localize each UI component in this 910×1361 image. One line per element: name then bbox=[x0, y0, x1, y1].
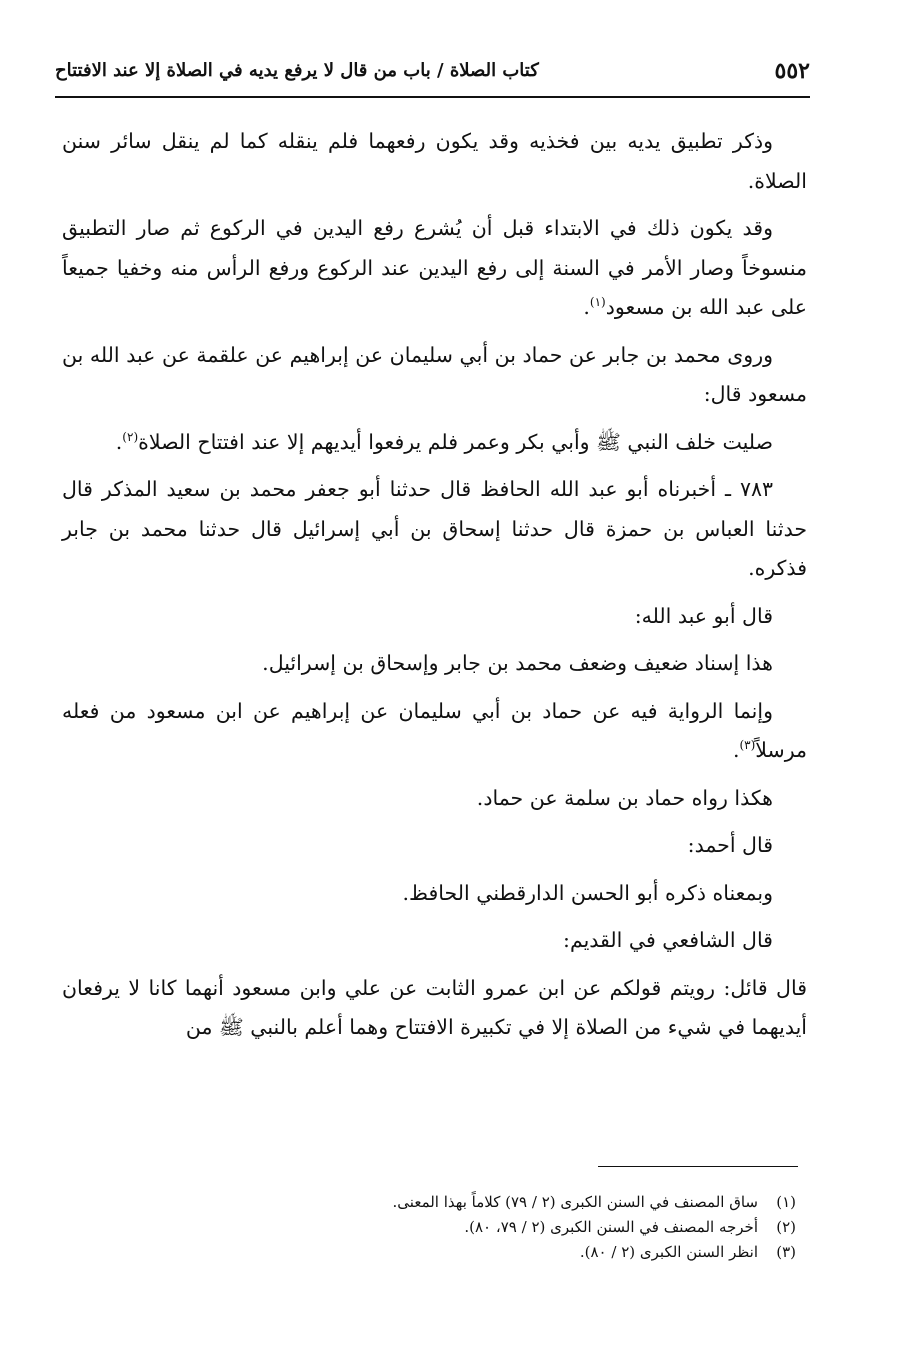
paragraph: هذا إسناد ضعيف وضعف محمد بن جابر وإسحاق بن إسرائيل. bbox=[262, 651, 773, 675]
footnote-text: أخرجه المصنف في السنن الكبرى (٢ / ٧٩، ٨٠). bbox=[464, 1218, 758, 1236]
footnote-text: ساق المصنف في السنن الكبرى (٢ / ٧٩) كلاماً بهذا المعنى. bbox=[392, 1193, 758, 1211]
footnote bbox=[62, 1190, 802, 1215]
footnote-text: انظر السنن الكبرى (٢ / ٨٠). bbox=[579, 1243, 758, 1261]
paragraph: وذكر تطبيق يديه بين فخذيه وقد يكون رفعهما فلم ينقله كما لم ينقل سائر سنن الصلاة. bbox=[62, 129, 807, 193]
paragraph: وإنما الرواية فيه عن حماد بن أبي سليمان عن إبراهيم عن ابن مسعود من فعله مرسلاً$^{(٣)}$. bbox=[62, 698, 807, 762]
paragraph: وقد يكون ذلك في الابتداء قبل أن يُشرع رفع اليدين في الركوع ثم صار التطبيق منسوخاً وصار الأمر في السنة إلى رفع اليدين عند الركوع ورفع الرأس منه وخفيا جميعاً على عبد الله بن مسعود$^{(١)}$. bbox=[62, 216, 807, 319]
paragraph: قال أبو عبد الله: bbox=[634, 603, 773, 628]
footnote-ref: (١) bbox=[589, 295, 606, 310]
paragraph: وروى محمد بن جابر عن حماد بن أبي سليمان عن إبراهيم عن علقمة عن عبد الله بن مسعود قال: bbox=[62, 342, 807, 406]
footnote-ref: (٣) bbox=[739, 738, 756, 753]
footnote-divider bbox=[598, 1166, 798, 1167]
hadith-number-paragraph: ٧٨٣ ـ أخبرناه أبو عبد الله الحافظ قال حدثنا أبو جعفر محمد بن سعيد المذكر قال حدثنا العباس بن حمزة قال حدثنا إسحاق بن أبي إسرائيل قال حدثنا محمد بن جابر فذكره. bbox=[62, 477, 807, 580]
footnote-ref: (٢) bbox=[122, 429, 139, 444]
footnote-number: (٢) bbox=[776, 1218, 796, 1236]
running-title: كتاب الصلاة / باب من قال لا يرفع يديه في الصلاة إلا عند الافتتاح bbox=[55, 60, 539, 81]
footnote-number: (٣) bbox=[776, 1243, 796, 1261]
paragraph: قال قائل: رويتم قولكم عن ابن عمرو الثابت عن علي وابن مسعود أنهما كانا لا يرفعان أيديهما في شيء من الصلاة إلا في تكبيرة الافتتاح وهما أعلم بالنبي ﷺ من bbox=[62, 975, 807, 1039]
page-number: ٥٥٢ bbox=[774, 58, 810, 84]
paragraph: قال أحمد: bbox=[687, 833, 773, 857]
paragraph: صليت خلف النبي ﷺ وأبي بكر وعمر فلم يرفعوا أيديهم إلا عند افتتاح الصلاة$^{(٢)}$. bbox=[115, 429, 773, 454]
footnote bbox=[62, 1240, 802, 1265]
page-header bbox=[55, 52, 810, 98]
footnote bbox=[62, 1215, 802, 1240]
footnote-number: (١) bbox=[776, 1193, 796, 1211]
paragraph: قال الشافعي في القديم: bbox=[563, 928, 773, 952]
main-text bbox=[62, 122, 807, 1056]
paragraph: هكذا رواه حماد بن سلمة عن حماد. bbox=[476, 785, 773, 810]
paragraph: وبمعناه ذكره أبو الحسن الدارقطني الحافظ. bbox=[402, 880, 773, 905]
footnotes bbox=[62, 1190, 802, 1265]
